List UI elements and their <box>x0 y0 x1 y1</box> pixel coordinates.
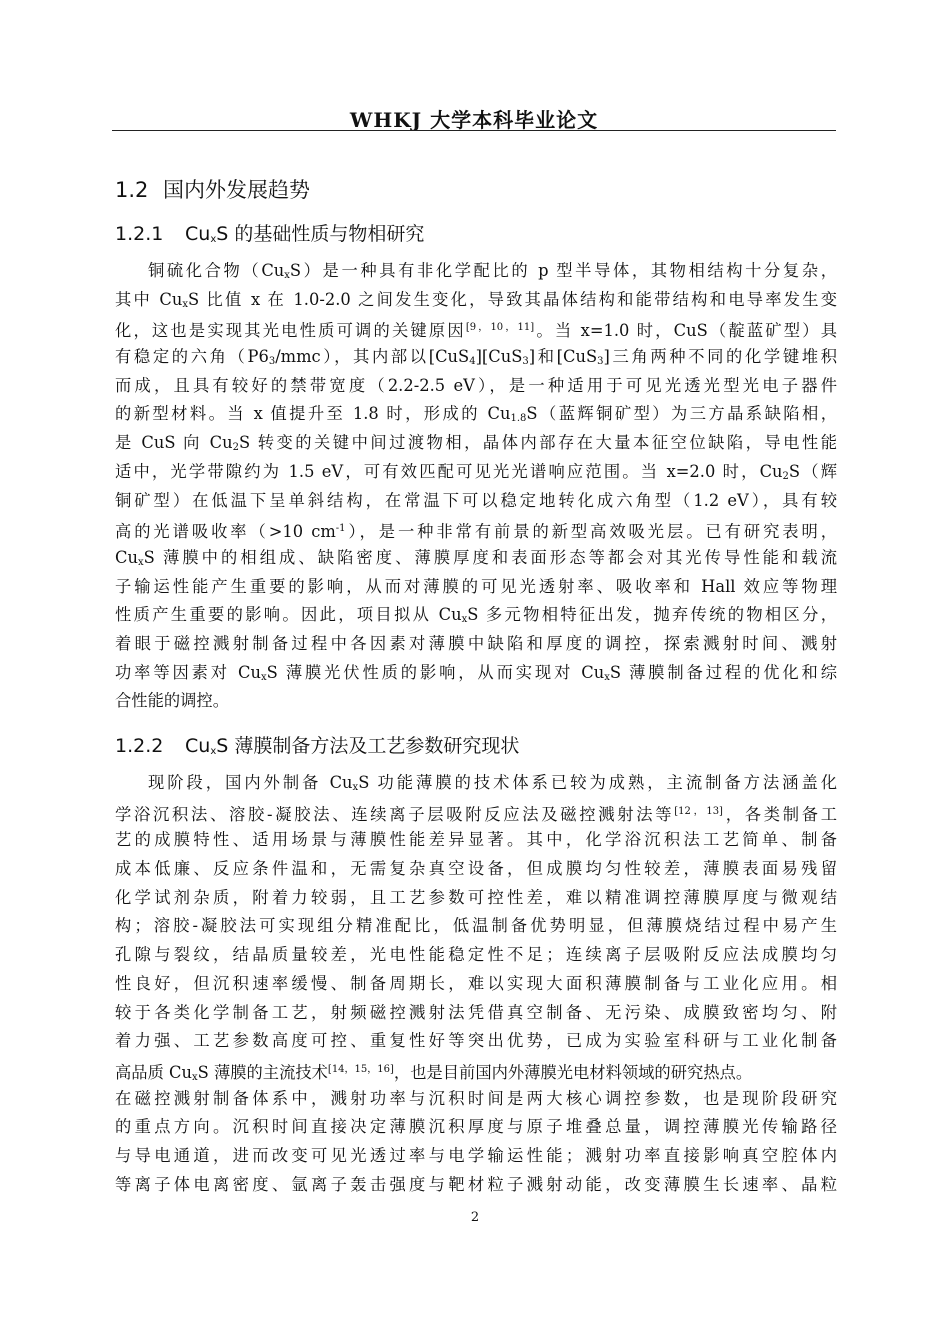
text-line: 着眼于磁控溅射制备过程中各因素对薄膜中缺陷和厚度的调控，探索溅射时间、溅射 <box>115 633 837 653</box>
text-line: 艺的成膜特性、适用场景与薄膜性能差异显著。其中，化学浴沉积法工艺简单、制备 <box>115 830 837 850</box>
text-line: 适中，光学带隙约为 1.5 eV，可有效匹配可见光光谱响应范围。当 x=2.0 时，$Cu_2S$（辉 <box>115 461 838 482</box>
text-line: 子输运性能产生重要的影响，从而对薄膜的可见光透射率、吸收率和 Hall 效应等物理 <box>115 576 837 596</box>
text-line: 的新型材料。当 x 值提升至 1.8 时，形成的 $Cu_{1.8}S$（蓝辉铜矿型）为三方晶系缺陷相， <box>115 404 837 425</box>
text-line: 化，这也是实现其光电性质可调的关键原因[9，10，11]。当 x=1.0 时，CuS（靛蓝矿型）具 <box>115 321 837 341</box>
text-line: 高品质 $Cu_xS$ 薄膜的主流技术[14，15，16]，也是目前国内外薄膜光电材料领域的研究热点。 <box>115 1062 753 1083</box>
citation: [12，13] <box>674 805 723 817</box>
page-number: 2 <box>470 1210 480 1225</box>
paragraph-2 <box>115 769 837 1199</box>
text-line: 在磁控溅射制备体系中，溅射功率与沉积时间是两大核心调控参数，也是现阶段研究 <box>115 1088 837 1108</box>
text-line: 成本低廉、反应条件温和，无需复杂真空设备，但成膜均匀性较差，薄膜表面易残留 <box>115 859 837 879</box>
text-line: $Cu_xS$ 薄膜中的相组成、缺陷密度、薄膜厚度和表面形态等都会对其光传导性能和载流 <box>115 547 837 568</box>
section-number: 1.2 <box>115 178 149 202</box>
text-line: 的重点方向。沉积时间直接决定薄膜沉积厚度与原子堆叠总量，调控薄膜光传输路径 <box>115 1117 837 1137</box>
subsection-number: 1.2.1 <box>115 223 164 245</box>
text-line: 性质产生重要的影响。因此，项目拟从 $Cu_xS$ 多元物相特征出发，抛弃传统的物相区分， <box>115 605 837 626</box>
text-line: 等离子体电离密度、氩离子轰击强度与靶材粒子溅射动能，改变薄膜生长速率、晶粒 <box>115 1174 837 1194</box>
text-line: 是 CuS 向 $Cu_2S$ 转变的关键中间过渡物相，晶体内部存在大量本征空位缺陷，导电性能 <box>115 433 837 454</box>
paragraph-1 <box>115 257 837 716</box>
text-line: 着力强、工艺参数高度可控、重复性好等突出优势，已成为实验室科研与工业化制备 <box>115 1031 837 1051</box>
text-line: 孔隙与裂纹，结晶质量较差，光电性能稳定性不足；连续离子层吸附反应法成膜均匀 <box>115 945 837 965</box>
subsection-heading-1: 1.2.1 $Cu_xS$ 的基础性质与物相研究 <box>115 223 425 245</box>
section-title: 国内外发展趋势 <box>163 178 310 202</box>
citation: [14，15，16] <box>327 1063 394 1075</box>
text-line: 学浴沉积法、溶胶-凝胶法、连续离子层吸附反应法及磁控溅射法等[12，13]，各类制备工 <box>115 804 837 824</box>
subsection-number: 1.2.2 <box>115 735 164 757</box>
text-line: 其中 $Cu_xS$ 比值 x 在 1.0-2.0 之间发生变化，导致其晶体结构和能带结构和电导率发生变 <box>115 289 837 310</box>
text-line: 合性能的调控。 <box>115 691 229 711</box>
text-line: 与导电通道，进而改变可见光透过率与电学输运性能；溅射功率直接影响真空腔体内 <box>115 1145 837 1165</box>
text-line: 而成，且具有较好的禁带宽度（2.2-2.5 eV），是一种适用于可见光透光型光电子器件 <box>115 375 837 395</box>
text-line: 较于各类化学制备工艺，射频磁控溅射法凭借真空制备、无污染、成膜致密均匀、附 <box>115 1002 837 1022</box>
header-rule <box>112 130 836 131</box>
text-line: 高的光谱吸收率（>10 $cm^{-1}$），是一种非常有前景的新型高效吸光层。已有研究表明， <box>115 522 838 542</box>
citation: [9，10，11] <box>465 322 535 334</box>
subsection-heading-2: 1.2.2 $Cu_xS$ 薄膜制备方法及工艺参数研究现状 <box>115 735 520 757</box>
text-line: 铜硫化合物$(Cu_xS)$是一种具有非化学配比的 p 型半导体，其物相结构十分复杂， <box>148 261 837 281</box>
section-heading <box>115 174 310 204</box>
text-line: 现阶段，国内外制备 $Cu_xS$ 功能薄膜的技术体系已较为成熟，主流制备方法涵盖化 <box>148 773 837 793</box>
text-line: 功率等因素对 $Cu_xS$ 薄膜光伏性质的影响，从而实现对 $Cu_xS$ 薄膜制备过程的优化和综 <box>115 662 837 683</box>
text-line: 化学试剂杂质，附着力较弱，且工艺参数可控性差，难以精准调控薄膜厚度与微观结 <box>115 887 837 907</box>
text-line: 有稳定的六角$(P6_3/mmc)$，其内部以[CuS$_4$][CuS$_3$]和[CuS$_3$]三角两种不同的化学键堆积 <box>115 347 837 368</box>
running-header: WHKJ 大学本科毕业论文 <box>349 108 599 132</box>
text-line: 构；溶胶-凝胶法可实现组分精准配比，低温制备优势明显，但薄膜烧结过程中易产生 <box>115 916 837 936</box>
text-line: 铜矿型）在低温下呈单斜结构，在常温下可以稳定地转化成六角型（1.2 eV），具有较 <box>115 490 837 510</box>
text-line: 性良好，但沉积速率缓慢、制备周期长，难以实现大面积薄膜制备与工业化应用。相 <box>115 973 837 993</box>
